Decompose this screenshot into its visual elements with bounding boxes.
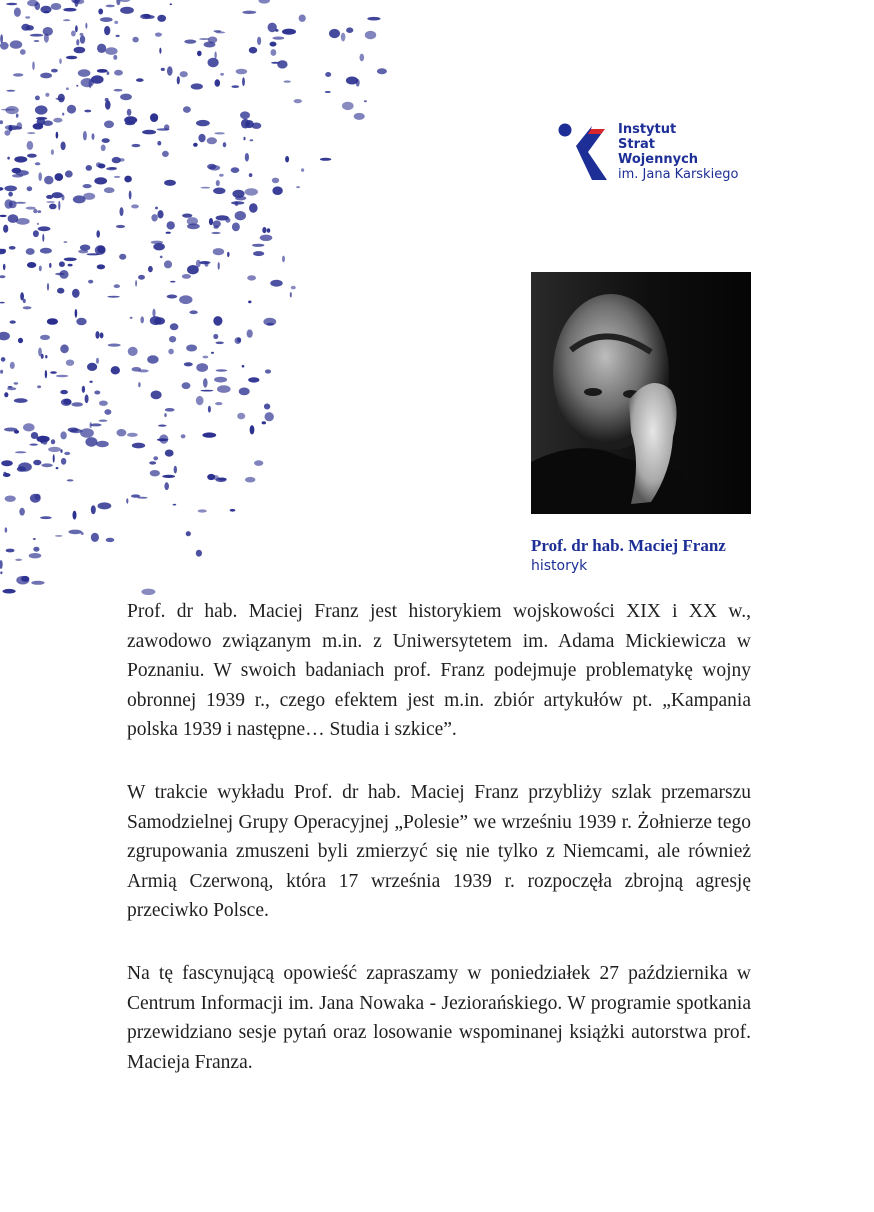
speaker-portrait <box>531 272 751 514</box>
institute-logo <box>556 118 766 190</box>
speaker-name: Prof. dr hab. Maciej Franz <box>531 536 726 555</box>
paragraph-bio: Prof. dr hab. Maciej Franz jest historykiem wojskowości XIX i XX w., zawodowo związanym m.in. z Uniwersytetem im. Adama Mickiewicza w Poznaniu. W swoich badaniach prof. Franz podejmuje problematykę wojny obronnej 1939 r., czego efektem jest m.in. zbiór artykułów pt. „Kampania polska 1939 i następne… Studia i szkice”. <box>127 601 751 741</box>
paragraph-lecture: W trakcie wykładu Prof. dr hab. Maciej Franz przybliży szlak przemarszu Samodzielnej Grupy Operacyjnej „Polesie” we wrześniu 1939 r. Żołnierze tego zgrupowania zmuszeni byli zmierzyć się nie tylko z Niemcami, ale również Armią Czerwoną, która 17 września 1939 r. rozpoczęła zbrojną agresję przeciwko Polsce. <box>127 781 751 922</box>
paragraph-invitation: Na tę fascynującą opowieść zapraszamy w poniedziałek 27 października w Centrum Informacji im. Jana Nowaka - Jeziorańskiego. W programie spotkania przewidziano sesje pytań oraz losowanie wspominanej książki autorstwa prof. Macieja Franza. <box>127 962 751 1073</box>
decorative-ink-texture <box>0 0 440 600</box>
karski-k-logo-icon <box>556 118 616 188</box>
logo-line-4: im. Jana Karskiego <box>618 167 739 182</box>
portrait-photo-icon <box>531 272 751 514</box>
logo-line-2: Strat <box>618 137 655 152</box>
logo-line-3: Wojennych <box>618 152 699 167</box>
logo-line-1: Instytut <box>618 122 677 137</box>
speaker-role: historyk <box>531 558 588 574</box>
body-text <box>127 597 751 1110</box>
